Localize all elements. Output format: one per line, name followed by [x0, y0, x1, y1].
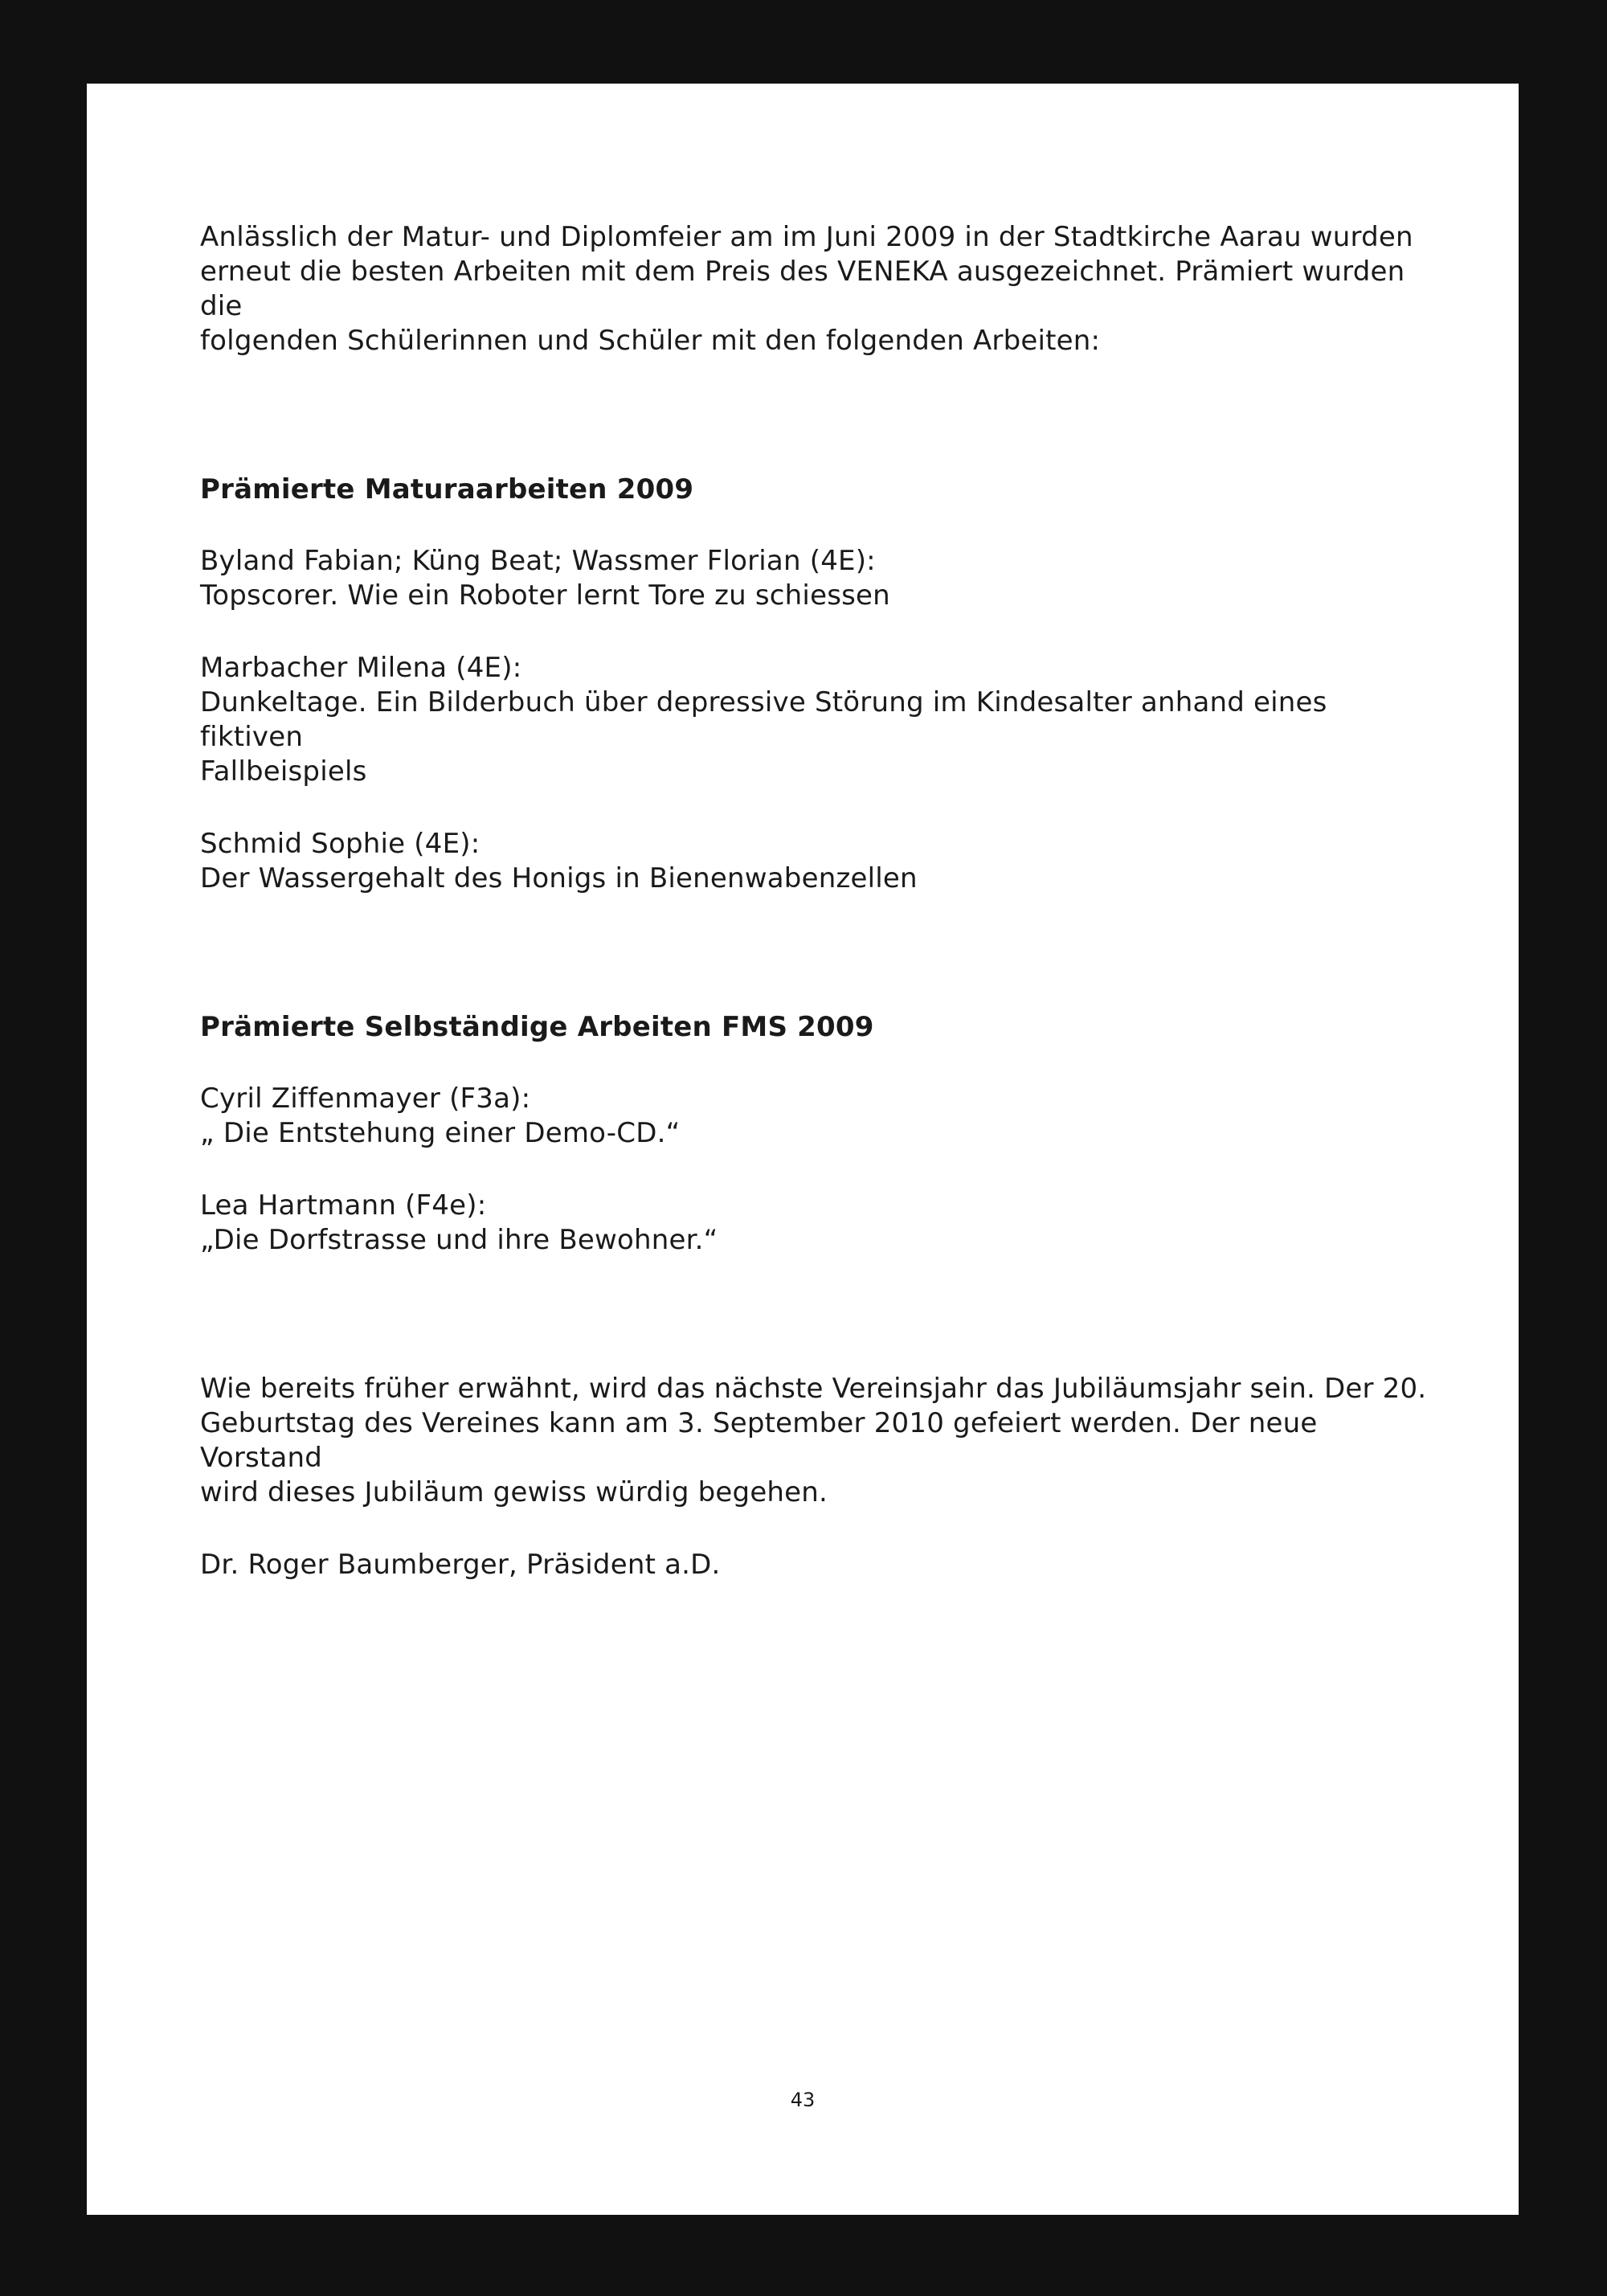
entry-title: Der Wassergehalt des Honigs in Bienenwabenzellen: [200, 862, 918, 894]
closing-line: wird dieses Jubiläum gewiss würdig begehen.: [200, 1476, 828, 1508]
entry-title: „ Die Entstehung einer Demo-CD.“: [200, 1117, 681, 1149]
matura-entry: [200, 827, 1429, 896]
entry-title: Topscorer. Wie ein Roboter lernt Tore zu schiessen: [200, 579, 890, 612]
entry-title: Dunkeltage. Ein Bilderbuch über depressive Störung im Kindesalter anhand eines fiktiven: [200, 686, 1327, 753]
closing-line: Geburtstag des Vereines kann am 3. September 2010 gefeiert werden. Der neue Vorstand: [200, 1407, 1318, 1474]
entry-author: Marbacher Milena (4E):: [200, 652, 522, 684]
intro-line: folgenden Schülerinnen und Schüler mit den folgenden Arbeiten:: [200, 325, 1101, 357]
closing-paragraph: [200, 1372, 1429, 1510]
intro-line: erneut die besten Arbeiten mit dem Preis des VENEKA ausgezeichnet. Prämiert wurden die: [200, 256, 1405, 322]
fms-entry: [200, 1189, 1429, 1258]
page-content: [200, 220, 1429, 1582]
closing-line: Wie bereits früher erwähnt, wird das nächste Vereinsjahr das Jubiläumsjahr sein. Der 20.: [200, 1373, 1427, 1405]
intro-paragraph: [200, 220, 1429, 358]
entry-title: Fallbeispiels: [200, 755, 367, 788]
entry-author: Cyril Ziffenmayer (F3a):: [200, 1083, 531, 1115]
entry-author: Schmid Sophie (4E):: [200, 828, 480, 860]
entry-author: Lea Hartmann (F4e):: [200, 1189, 487, 1222]
intro-line: Anlässlich der Matur- und Diplomfeier am im Juni 2009 in der Stadtkirche Aarau wurden: [200, 221, 1413, 253]
fms-entry: [200, 1082, 1429, 1151]
matura-entry: [200, 651, 1429, 789]
matura-entry: [200, 544, 1429, 613]
page-number: 43: [790, 2089, 816, 2111]
entry-author: Byland Fabian; Küng Beat; Wassmer Florian (4E):: [200, 545, 876, 577]
fms-heading: Prämierte Selbständige Arbeiten FMS 2009: [200, 1011, 874, 1043]
entry-title: „Die Dorfstrasse und ihre Bewohner.“: [200, 1224, 718, 1256]
matura-heading: Prämierte Maturaarbeiten 2009: [200, 473, 694, 505]
signature: Dr. Roger Baumberger, Präsident a.D.: [200, 1549, 721, 1581]
document-page: [87, 84, 1519, 2215]
